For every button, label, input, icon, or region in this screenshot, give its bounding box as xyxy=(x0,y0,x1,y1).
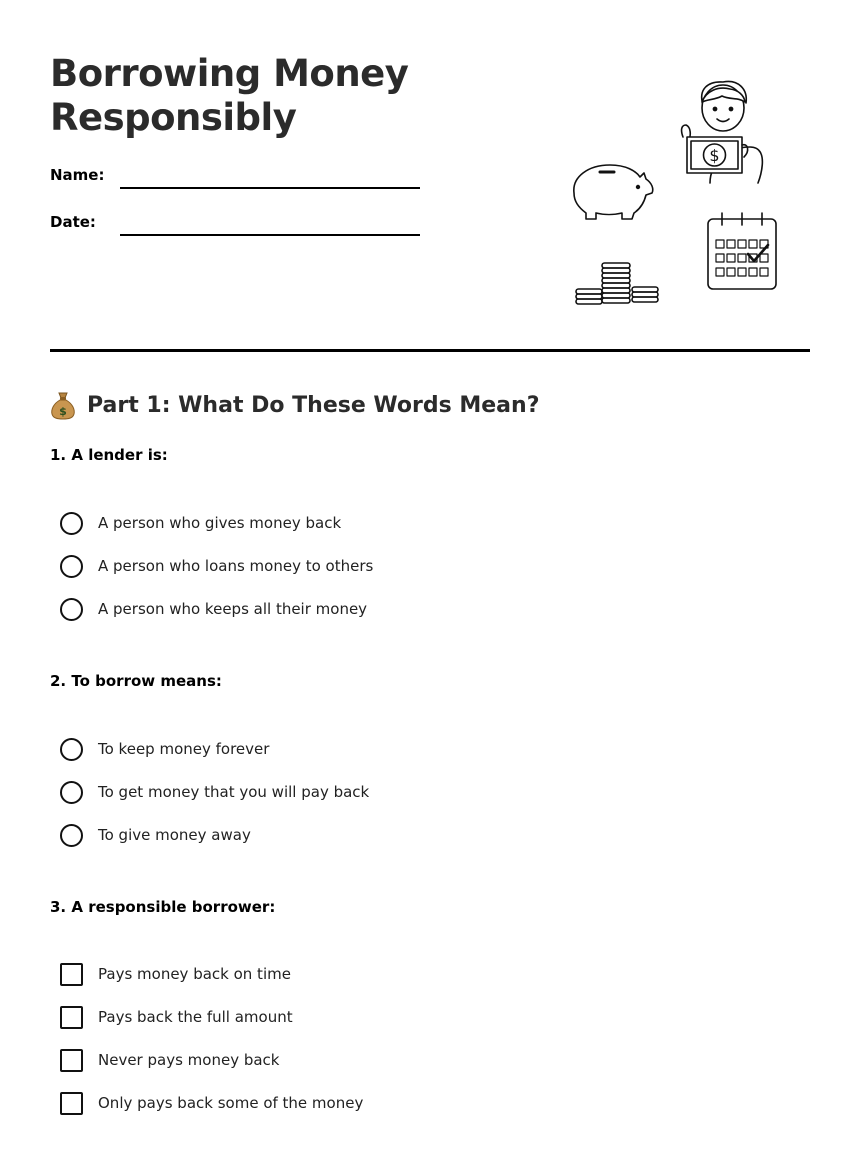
person-holding-dollar-icon xyxy=(682,81,763,183)
radio-button[interactable] xyxy=(60,598,83,621)
calendar-check-icon xyxy=(708,213,776,289)
radio-button[interactable] xyxy=(60,781,83,804)
part1-title xyxy=(50,388,539,422)
name-input-line[interactable] xyxy=(120,187,420,189)
checkbox[interactable] xyxy=(60,1092,83,1115)
option-label: To give money away xyxy=(98,826,251,844)
q1-option-3[interactable] xyxy=(60,596,367,622)
radio-button[interactable] xyxy=(60,824,83,847)
question-2-label: 2. To borrow means: xyxy=(50,672,222,690)
checkbox[interactable] xyxy=(60,1006,83,1029)
checkbox[interactable] xyxy=(60,963,83,986)
svg-text:$: $ xyxy=(709,146,720,165)
q3-option-2[interactable] xyxy=(60,1004,293,1030)
q3-option-1[interactable] xyxy=(60,961,291,987)
section-divider xyxy=(50,349,810,352)
question-3-label: 3. A responsible borrower: xyxy=(50,898,276,916)
date-label: Date: xyxy=(50,213,96,231)
option-label: Pays back the full amount xyxy=(98,1008,293,1026)
coin-stacks-icon xyxy=(576,263,658,304)
q3-option-4[interactable] xyxy=(60,1090,363,1116)
option-label: Pays money back on time xyxy=(98,965,291,983)
checkbox[interactable] xyxy=(60,1049,83,1072)
radio-button[interactable] xyxy=(60,555,83,578)
worksheet-title: Borrowing Money Responsibly xyxy=(50,52,409,139)
name-field[interactable] xyxy=(50,166,430,190)
option-label: To get money that you will pay back xyxy=(98,783,370,801)
date-input-line[interactable] xyxy=(120,234,420,236)
name-label: Name: xyxy=(50,166,105,184)
q2-option-2[interactable] xyxy=(60,779,369,805)
date-field[interactable] xyxy=(50,213,430,237)
question-1-label: 1. A lender is: xyxy=(50,446,168,464)
piggy-bank-icon xyxy=(574,165,653,219)
money-bag-icon xyxy=(50,390,76,420)
part1-title-text: Part 1: What Do These Words Mean? xyxy=(87,392,540,418)
q3-option-3[interactable] xyxy=(60,1047,279,1073)
option-label: Only pays back some of the money xyxy=(98,1094,364,1112)
q2-option-3[interactable] xyxy=(60,822,251,848)
option-label: A person who keeps all their money xyxy=(98,600,368,618)
radio-button[interactable] xyxy=(60,512,83,535)
option-label: A person who gives money back xyxy=(98,514,342,532)
q1-option-1[interactable] xyxy=(60,510,341,536)
header-illustration xyxy=(560,75,800,315)
q2-option-1[interactable] xyxy=(60,736,269,762)
q1-option-2[interactable] xyxy=(60,553,373,579)
option-label: A person who loans money to others xyxy=(98,557,374,575)
svg-text:$: $ xyxy=(59,405,67,418)
radio-button[interactable] xyxy=(60,738,83,761)
option-label: Never pays money back xyxy=(98,1051,280,1069)
option-label: To keep money forever xyxy=(98,740,270,758)
